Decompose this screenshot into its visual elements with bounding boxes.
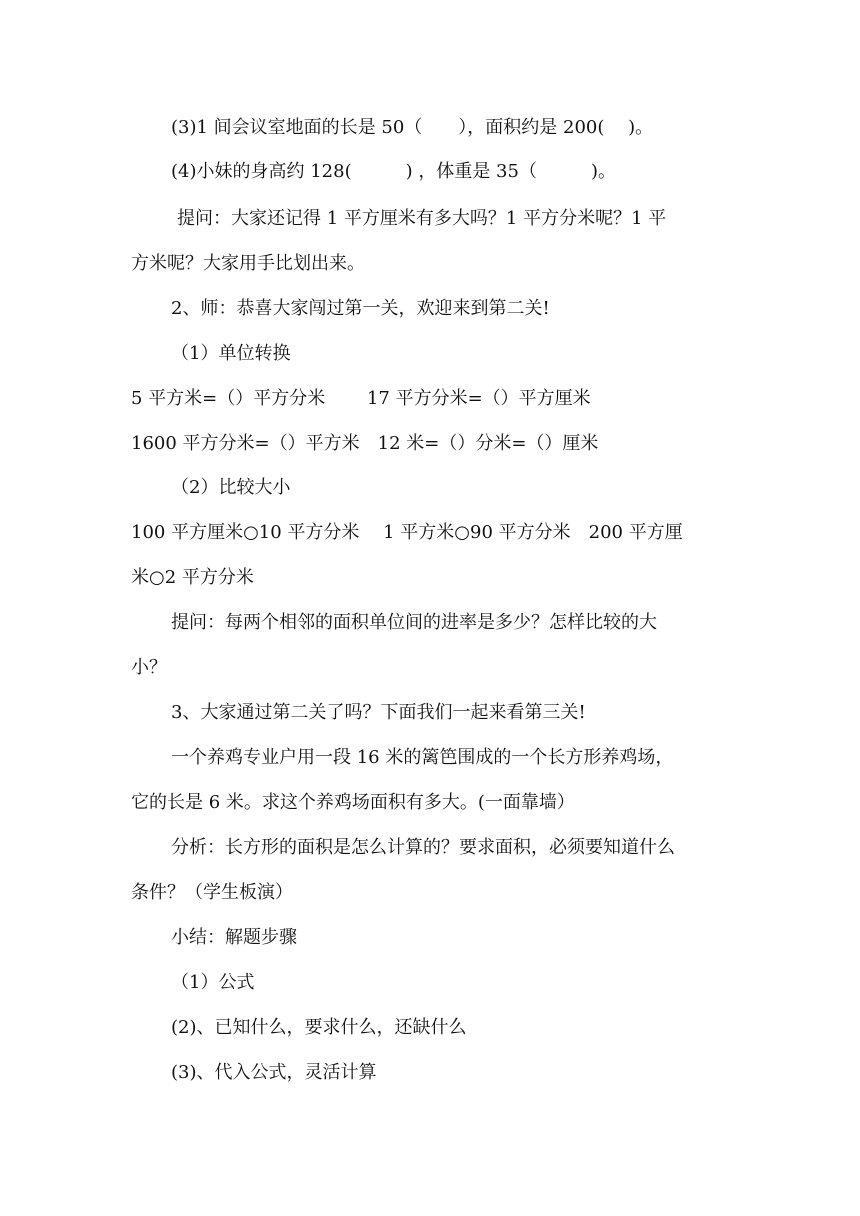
text-line-6: （1）单位转换: [171, 343, 291, 364]
text-line-11: 米○2 平方分米: [131, 567, 254, 588]
text-line-15: 一个养鸡专业户用一段 16 米的篱笆围成的一个长方形养鸡场，: [171, 747, 674, 768]
text-line-17: 分析：长方形的面积是怎么计算的？要求面积，必须要知道什么: [171, 837, 675, 858]
text-line-13: 小？: [131, 657, 167, 678]
text-line-4: 方米呢？大家用手比划出来。: [131, 253, 365, 274]
text-line-10: 100 平方厘米○10 平方分米 1 平方米○90 平方分米 200 平方厘: [131, 522, 683, 543]
text-line-20: （1）公式: [171, 972, 255, 993]
text-line-2: (4)小妹的身高约 128( ) ，体重是 35（ )。: [171, 161, 616, 182]
text-line-14: 3、大家通过第二关了吗？下面我们一起来看第三关!: [171, 702, 586, 723]
text-line-18: 条件？（学生板演）: [131, 882, 293, 903]
text-line-12: 提问：每两个相邻的面积单位间的进率是多少？怎样比较的大: [171, 612, 657, 633]
text-line-9: （2）比较大小: [171, 477, 291, 498]
text-line-19: 小结：解题步骤: [171, 927, 297, 948]
text-line-7: 5 平方米=（）平方分米 17 平方分米=（）平方厘米: [131, 388, 591, 409]
text-line-3: 提问：大家还记得 1 平方厘米有多大吗？1 平方分米呢？1 平: [177, 208, 667, 229]
text-line-22: (3)、代入公式，灵活计算: [171, 1062, 377, 1083]
text-line-8: 1600 平方分米=（）平方米 12 米=（）分米=（）厘米: [131, 433, 599, 454]
text-line-5: 2、师：恭喜大家闯过第一关，欢迎来到第二关!: [171, 298, 550, 319]
text-line-1: (3)1 间会议室地面的长是 50（ ），面积约是 200( )。: [171, 117, 654, 138]
text-line-21: (2)、已知什么，要求什么，还缺什么: [171, 1017, 467, 1038]
text-line-16: 它的长是 6 米。求这个养鸡场面积有多大。(一面靠墙）: [131, 792, 575, 813]
